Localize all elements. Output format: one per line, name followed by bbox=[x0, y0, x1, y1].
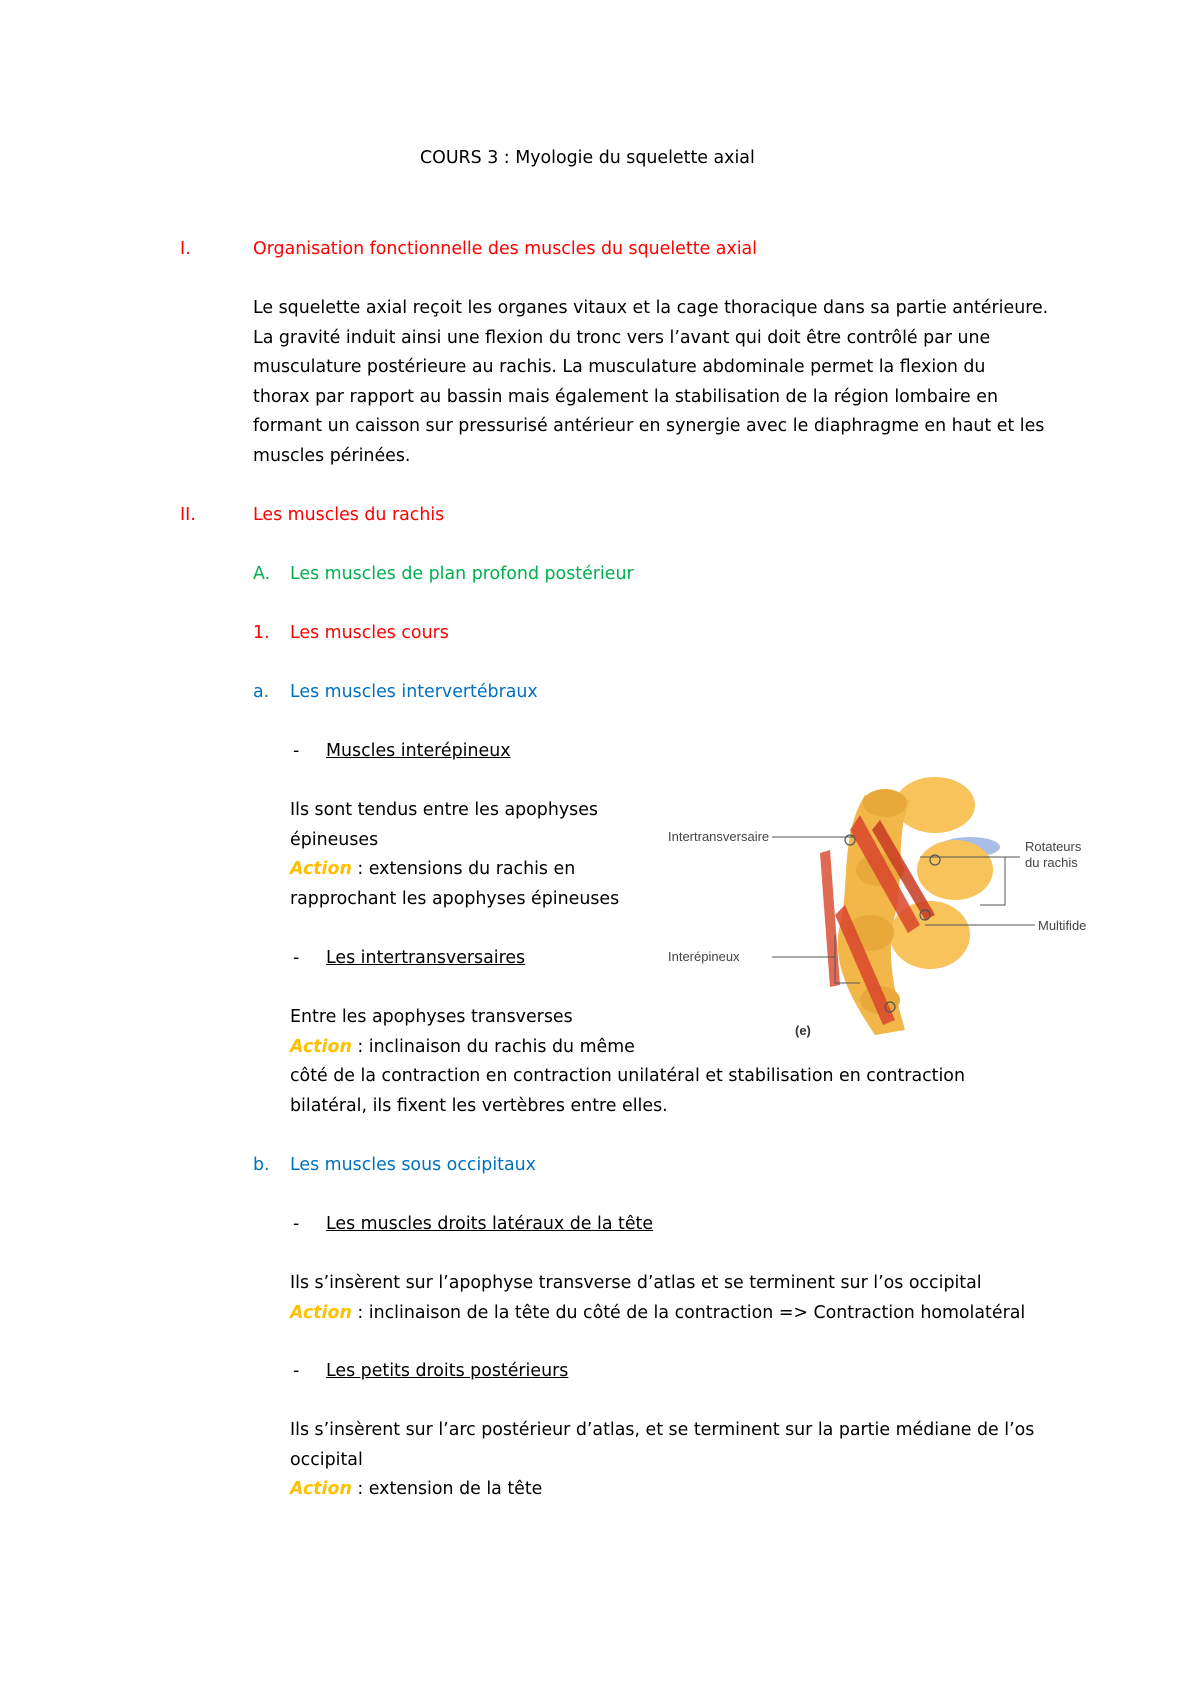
label-rotateurs: Rotateurs bbox=[1025, 839, 1082, 854]
droits-lateraux-heading: Les muscles droits latéraux de la tête bbox=[326, 1214, 654, 1234]
action-label: Action bbox=[290, 1302, 352, 1323]
label-intertransversaire: Intertransversaire bbox=[668, 829, 770, 844]
section-1-numeral: I. bbox=[180, 239, 191, 259]
text-line: bilatéral, ils fixent les vertèbres entre elles. bbox=[290, 1095, 668, 1116]
action-label: Action bbox=[290, 859, 352, 879]
action-line bbox=[290, 1475, 1034, 1505]
subsection-a-heading: Les muscles de plan profond postérieur bbox=[290, 564, 634, 584]
subsection-b-marker: b. bbox=[253, 1155, 270, 1175]
text-line: épineuses bbox=[290, 829, 379, 850]
vertebral-muscles-figure bbox=[668, 775, 1120, 1050]
action-text: : inclinaison du rachis du même bbox=[351, 1036, 635, 1057]
action-text: : inclinaison de la tête du côté de la contraction => Contraction homolatéral bbox=[351, 1302, 1026, 1323]
label-panel: (e) bbox=[795, 1023, 811, 1038]
subsection-b-heading: Les muscles sous occipitaux bbox=[290, 1155, 536, 1175]
paragraph-line: Le squelette axial reçoit les organes vitaux et la cage thoracique dans sa partie antérieure. bbox=[253, 298, 1049, 318]
bullet-dash: - bbox=[293, 948, 300, 968]
paragraph-line: La gravité induit ainsi une flexion du tronc vers l’avant qui doit être contrôlé par une bbox=[253, 327, 991, 348]
action-text: : extensions du rachis en bbox=[351, 859, 576, 879]
bullet-dash: - bbox=[293, 1214, 300, 1234]
page-title: COURS 3 : Myologie du squelette axial bbox=[420, 148, 755, 168]
interepineux-text bbox=[290, 796, 619, 914]
label-multifide: Multifide bbox=[1038, 918, 1087, 933]
subsection-a-lower-marker: a. bbox=[253, 682, 270, 702]
text-line: Ils sont tendus entre les apophyses bbox=[290, 800, 598, 820]
intertransversaires-heading: Les intertransversaires bbox=[326, 948, 526, 968]
subsection-1-heading: Les muscles cours bbox=[290, 623, 449, 643]
vertebra-body bbox=[917, 840, 993, 900]
action-label: Action bbox=[290, 1036, 352, 1057]
bullet-dash: - bbox=[293, 1361, 300, 1381]
text-line: Ils s’insèrent sur l’arc postérieur d’atlas, et se terminent sur la partie médiane de l’os bbox=[290, 1420, 1035, 1440]
section-2-heading: Les muscles du rachis bbox=[253, 505, 445, 525]
label-interepineux: Interépineux bbox=[668, 949, 740, 964]
droits-lateraux-text bbox=[290, 1269, 1025, 1328]
text-line: occipital bbox=[290, 1449, 363, 1470]
text-line: côté de la contraction en contraction unilatéral et stabilisation en contraction bbox=[290, 1066, 965, 1086]
text-line: rapprochant les apophyses épineuses bbox=[290, 888, 620, 909]
bullet-dash: - bbox=[293, 741, 300, 761]
section-1-paragraph bbox=[253, 294, 1048, 471]
paragraph-line: thorax par rapport au bassin mais également la stabilisation de la région lombaire en bbox=[253, 386, 998, 407]
text-line: Entre les apophyses transverses bbox=[290, 1007, 573, 1027]
petits-droits-text bbox=[290, 1416, 1034, 1505]
subsection-a-marker: A. bbox=[253, 564, 271, 584]
section-2-numeral: II. bbox=[180, 505, 196, 525]
subsection-1-marker: 1. bbox=[253, 623, 270, 643]
interepineux-heading: Muscles interépineux bbox=[326, 741, 511, 761]
paragraph-line: formant un caisson sur pressurisé antérieur en synergie avec le diaphragme en haut et les bbox=[253, 416, 1045, 436]
text-line: Ils s’insèrent sur l’apophyse transverse d’atlas et se terminent sur l’os occipital bbox=[290, 1273, 982, 1293]
paragraph-line: muscles périnées. bbox=[253, 445, 411, 466]
subsection-a-lower-heading: Les muscles intervertébraux bbox=[290, 682, 538, 702]
petits-droits-heading: Les petits droits postérieurs bbox=[326, 1361, 569, 1381]
action-label: Action bbox=[290, 1479, 352, 1499]
action-line bbox=[290, 1299, 1025, 1329]
action-text: : extension de la tête bbox=[351, 1479, 543, 1499]
paragraph-line: musculature postérieure au rachis. La musculature abdominale permet la flexion du bbox=[253, 357, 986, 377]
action-line bbox=[290, 855, 619, 885]
label-du-rachis: du rachis bbox=[1025, 855, 1078, 870]
transverse-process bbox=[863, 789, 907, 817]
section-1-heading: Organisation fonctionnelle des muscles du squelette axial bbox=[253, 239, 758, 259]
